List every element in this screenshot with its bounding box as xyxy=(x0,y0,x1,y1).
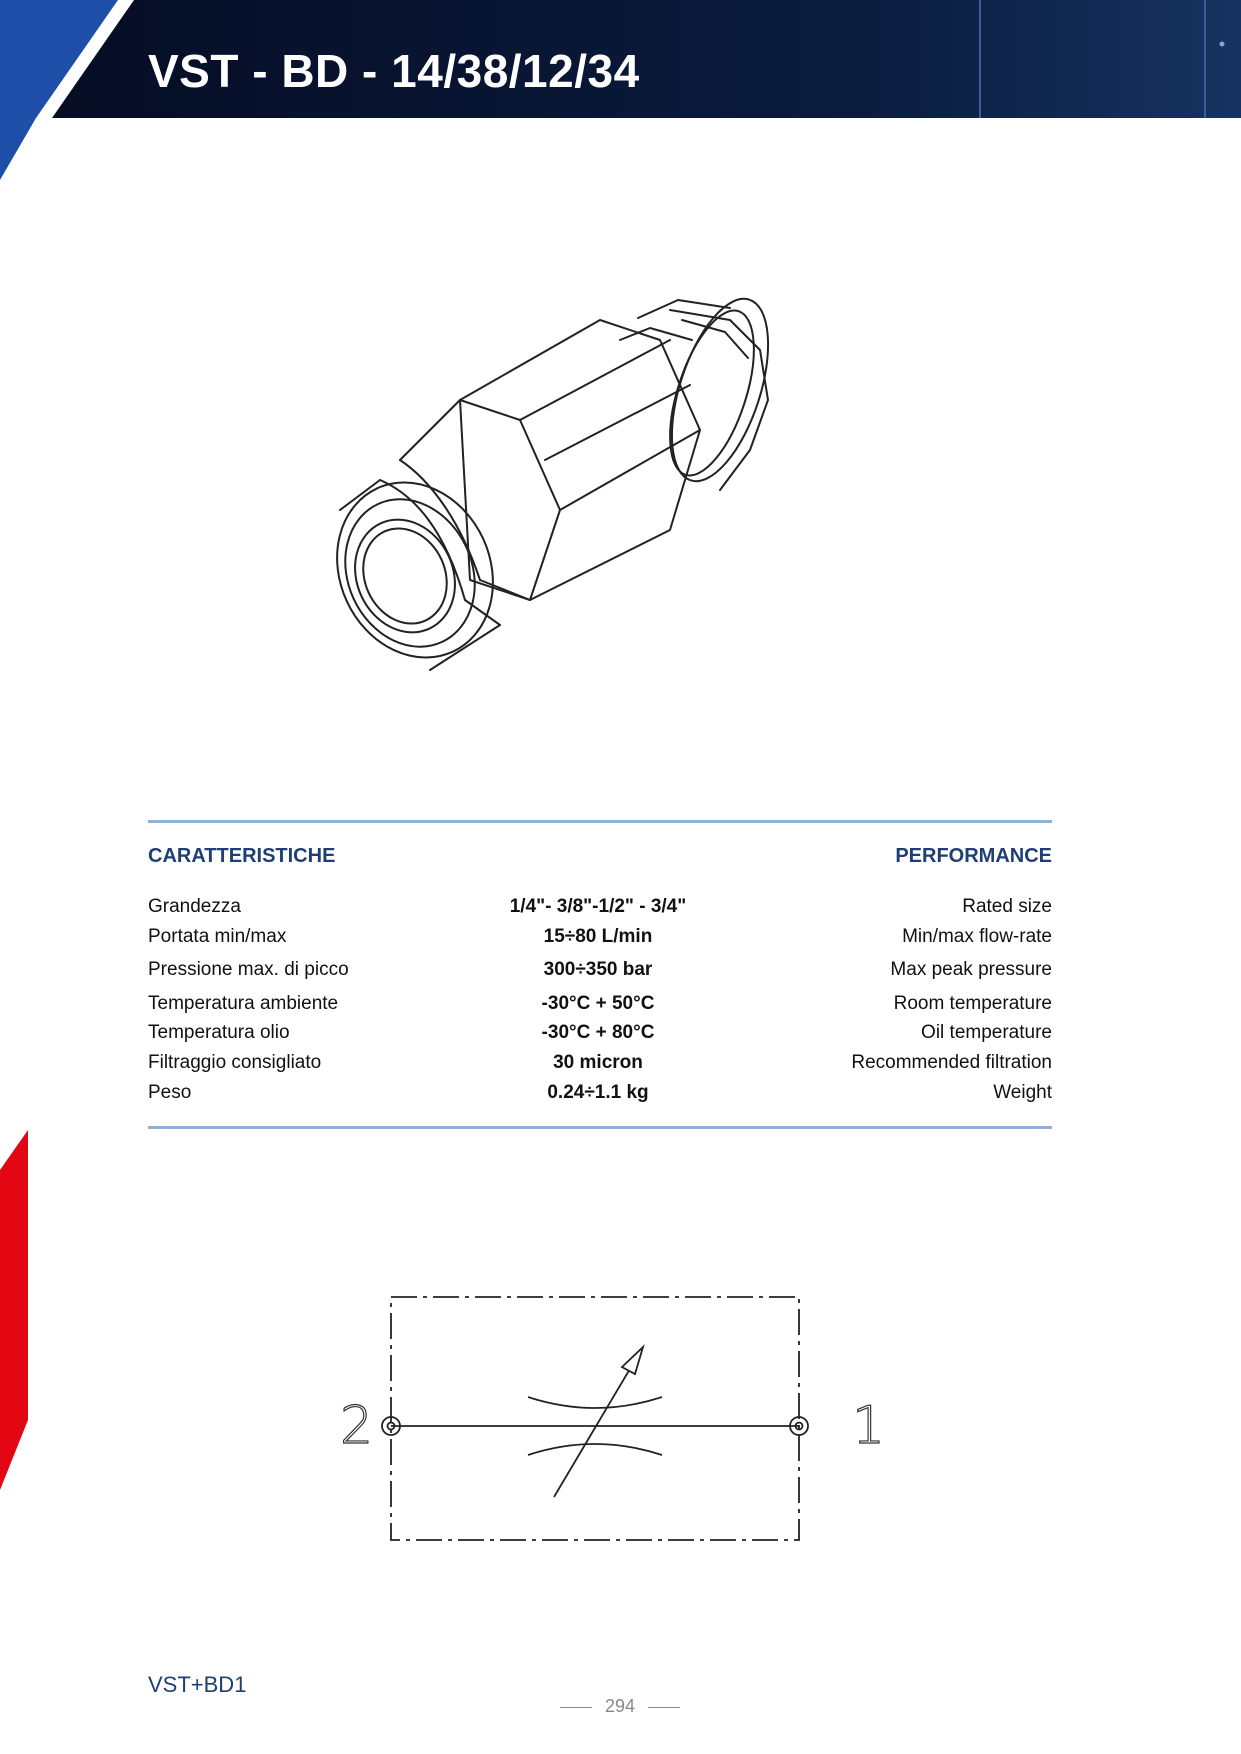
product-code: VST+BD1 xyxy=(148,1672,247,1697)
spec-label-it: Filtraggio consigliato xyxy=(148,1052,322,1073)
red-side-tab xyxy=(0,1130,30,1490)
spec-row xyxy=(148,896,1052,926)
spec-label-en: Min/max flow-rate xyxy=(902,926,1052,947)
spec-value: 15÷80 L/min xyxy=(543,926,653,947)
bottom-divider xyxy=(148,1126,1052,1129)
page-number-block xyxy=(560,1696,680,1720)
spec-label-it: Temperatura olio xyxy=(148,1022,290,1043)
heading-performance: PERFORMANCE xyxy=(895,845,1052,867)
adjust-arrow-shaft xyxy=(554,1357,637,1497)
spec-label-en: Oil temperature xyxy=(921,1022,1052,1043)
port-label-left: 2 xyxy=(340,1396,374,1456)
spec-row xyxy=(148,926,1052,956)
spec-label-it: Portata min/max xyxy=(148,926,287,947)
spec-label-it: Peso xyxy=(148,1082,192,1103)
spec-value: -30°C + 50°C xyxy=(541,993,655,1014)
spec-label-it: Temperatura ambiente xyxy=(148,993,339,1014)
spec-row xyxy=(148,1022,1052,1052)
spec-value: -30°C + 80°C xyxy=(541,1022,655,1043)
spec-row xyxy=(148,1052,1052,1082)
restrictor-upper-curve xyxy=(528,1397,662,1408)
spec-value: 300÷350 bar xyxy=(543,959,653,980)
valve-product-drawing-icon xyxy=(320,280,840,720)
spec-label-en: Max peak pressure xyxy=(890,959,1052,980)
port-label-right: 1 xyxy=(852,1396,886,1456)
page-number-rule-right xyxy=(648,1707,680,1708)
adjust-arrowhead-icon xyxy=(622,1347,643,1374)
spec-value: 30 micron xyxy=(553,1052,643,1073)
spec-value: 0.24÷1.1 kg xyxy=(547,1082,649,1103)
schematic-boundary xyxy=(391,1297,799,1540)
spec-row xyxy=(148,993,1052,1023)
restrictor-lower-curve xyxy=(528,1444,662,1455)
spec-label-it: Pressione max. di picco xyxy=(148,959,349,980)
spec-label-en: Rated size xyxy=(962,896,1052,917)
page-number: 294 xyxy=(604,1696,636,1716)
blue-corner-wedge xyxy=(0,118,40,180)
hydraulic-schematic xyxy=(310,1285,890,1565)
top-divider xyxy=(148,820,1052,823)
spec-label-it: Grandezza xyxy=(148,896,241,917)
spec-label-en: Weight xyxy=(993,1082,1052,1103)
spec-label-en: Recommended filtration xyxy=(851,1052,1052,1073)
spec-row xyxy=(148,959,1052,989)
spec-label-en: Room temperature xyxy=(893,993,1052,1014)
spec-row xyxy=(148,1082,1052,1112)
page-title: VST - BD - 14/38/12/34 xyxy=(148,45,640,97)
spec-value: 1/4"- 3/8"-1/2" - 3/4" xyxy=(509,896,687,917)
heading-caratteristiche: CARATTERISTICHE xyxy=(148,845,336,867)
